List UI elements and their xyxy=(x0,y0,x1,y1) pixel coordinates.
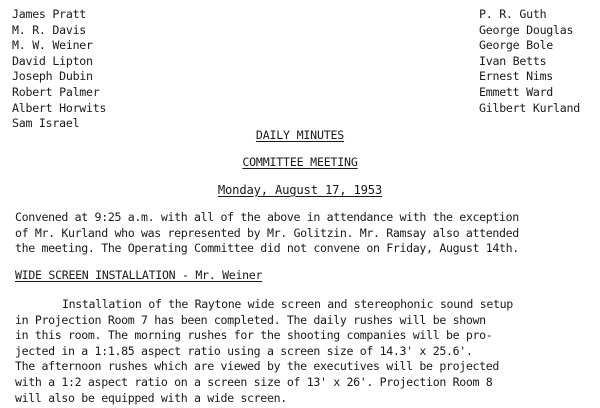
document-date-row xyxy=(0,183,600,197)
paragraph-line: jected in a 1:1.85 aspect ratio using a screen size of 14.3' x 25.6'. xyxy=(15,343,473,358)
paragraph-line: will also be equipped with a wide screen. xyxy=(15,390,287,405)
distribution-name: David Lipton xyxy=(12,53,93,68)
intro-paragraph xyxy=(15,210,595,257)
paragraph-line: with a 1:2 aspect ratio on a screen size of 13' x 26'. Projection Room 8 xyxy=(15,374,493,389)
distribution-name: Ernest Nims xyxy=(479,69,554,84)
distribution-name: James Pratt xyxy=(12,7,87,21)
paragraph-line: The afternoon rushes which are viewed by the executives will be projected xyxy=(15,359,499,374)
distribution-list-right xyxy=(479,7,580,116)
distribution-name: M. R. Davis xyxy=(12,22,87,37)
section-heading: WIDE SCREEN INSTALLATION - Mr. Weiner xyxy=(15,268,263,282)
document-title: DAILY MINUTES xyxy=(255,128,345,142)
section-paragraph xyxy=(15,297,595,406)
distribution-name: Sam Israel xyxy=(12,116,80,131)
paragraph-line: Installation of the Raytone wide screen and stereophonic sound setup xyxy=(62,297,513,311)
distribution-name: Ivan Betts xyxy=(479,53,547,68)
document-subtitle-row xyxy=(0,155,600,169)
distribution-list-left xyxy=(12,7,106,132)
distribution-name: Robert Palmer xyxy=(12,84,100,99)
distribution-name: Joseph Dubin xyxy=(12,69,93,84)
paragraph-line: the meeting. The Operating Committee did not convene on Friday, August 14th. xyxy=(15,241,519,256)
distribution-name: Gilbert Kurland xyxy=(479,100,580,115)
document-date: Monday, August 17, 1953 xyxy=(217,183,383,197)
paragraph-line: Convened at 9:25 a.m. with all of the above in attendance with the exception xyxy=(15,210,519,224)
distribution-name: Emmett Ward xyxy=(479,84,554,99)
distribution-name: M. W. Weiner xyxy=(12,38,93,53)
paragraph-line: of Mr. Kurland who was represented by Mr. Golitzin. Mr. Ramsay also attended xyxy=(15,225,519,240)
document-title-row xyxy=(0,128,600,142)
document-subtitle: COMMITTEE MEETING xyxy=(242,155,358,169)
distribution-name: P. R. Guth xyxy=(479,7,547,21)
distribution-name: Albert Horwits xyxy=(12,100,107,115)
distribution-name: George Douglas xyxy=(479,22,574,37)
distribution-name: George Bole xyxy=(479,38,554,53)
paragraph-line: in Projection Room 7 has been completed. The daily rushes will be shown xyxy=(15,312,486,327)
paragraph-line: in this room. The morning rushes for the shooting companies will be pro- xyxy=(15,328,493,343)
